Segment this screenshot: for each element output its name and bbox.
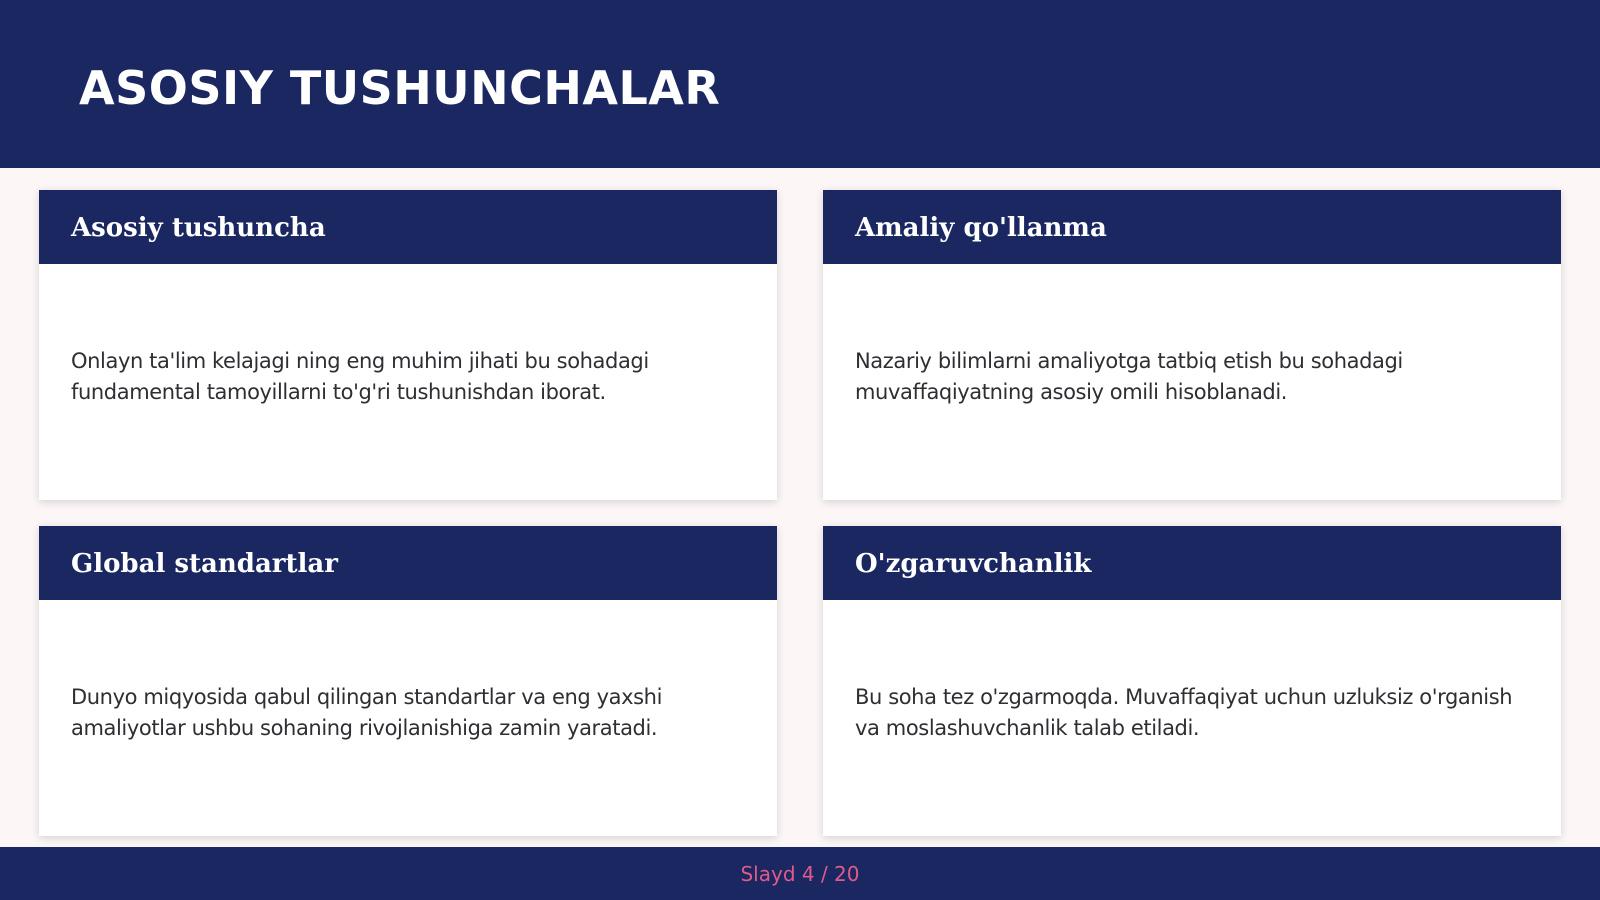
slide-title: ASOSIY TUSHUNCHALAR: [79, 61, 721, 115]
card-title: Amaliy qo'llanma: [855, 213, 1107, 243]
card-asosiy-tushuncha: [39, 190, 777, 500]
card-amaliy-qollanma: [823, 190, 1561, 500]
card-header: [823, 190, 1561, 264]
card-title: Asosiy tushuncha: [71, 213, 326, 243]
card-header: [39, 190, 777, 264]
card-global-standartlar: [39, 526, 777, 836]
card-text: Nazariy bilimlarni amaliyotga tatbiq etish bu sohadagi muvaffaqiyatning asosiy omili hisoblanadi.: [855, 349, 1403, 404]
card-title: Global standartlar: [71, 549, 338, 579]
card-ozgaruvchanlik: [823, 526, 1561, 836]
slide-number: Slayd 4 / 20: [740, 862, 860, 886]
card-header: [39, 526, 777, 600]
card-header: [823, 526, 1561, 600]
card-text: Bu soha tez o'zgarmoqda. Muvaffaqiyat uchun uzluksiz o'rganish va moslashuvchanlik talab etiladi.: [855, 685, 1513, 740]
card-title: O'zgaruvchanlik: [855, 549, 1092, 579]
card-text: Onlayn ta'lim kelajagi ning eng muhim jihati bu sohadagi fundamental tamoyillarni to'g'ri tushunishdan iborat.: [71, 349, 649, 404]
card-text: Dunyo miqyosida qabul qilingan standartlar va eng yaxshi amaliyotlar ushbu sohaning rivojlanishiga zamin yaratadi.: [71, 685, 663, 740]
slide-footer: [0, 847, 1600, 900]
slide-header: [0, 0, 1600, 168]
